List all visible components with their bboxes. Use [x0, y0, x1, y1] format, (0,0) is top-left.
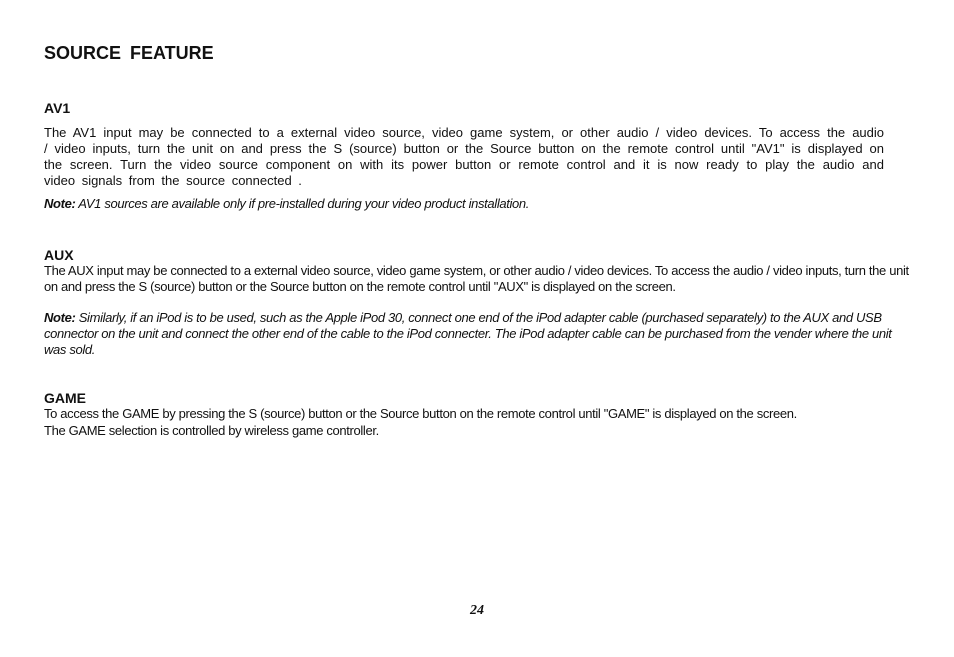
av1-body: The AV1 input may be connected to a external video source, video game system, or other audio / video devices. To access the audio / video inputs, turn the unit on and press the S (source) button or the Source button on the remote control until "AV1" is displayed on the screen. Turn the video source component on with its power button or remote control and it is now ready to play the audio and video signals from the source connected . — [44, 125, 884, 188]
aux-body: The AUX input may be connected to a external video source, video game system, or other audio / video devices. To access the audio / video inputs, turn the unit on and press the S (source) button or the Source button on the remote control until "AUX" is displayed on the screen. — [44, 263, 909, 294]
aux-heading: AUX — [44, 247, 74, 263]
aux-note — [44, 310, 912, 358]
av1-note-text: AV1 sources are available only if pre-installed during your video product installation. — [75, 196, 530, 211]
page-number: 24 — [470, 603, 484, 618]
page-title: SOURCE FEATURE — [44, 43, 214, 63]
aux-note-text: Similarly, if an iPod is to be used, such as the Apple iPod 30, connect one end of the iPod adapter cable (purchased separately) to the AUX and USB connector on the unit and connect the other end of the cable to the iPod connecter. The iPod adapter cable can be purchased from the vender where the unit was sold. — [44, 310, 892, 357]
av1-note — [44, 196, 904, 212]
av1-heading: AV1 — [44, 100, 71, 116]
av1-note-label: Note: — [44, 196, 76, 211]
game-line-1: To access the GAME by pressing the S (source) button or the Source button on the remote control until "GAME" is displayed on the screen. — [44, 406, 797, 421]
aux-note-label: Note: — [44, 310, 76, 325]
game-line-2: The GAME selection is controlled by wireless game controller. — [44, 423, 379, 438]
game-heading: GAME — [44, 390, 86, 406]
